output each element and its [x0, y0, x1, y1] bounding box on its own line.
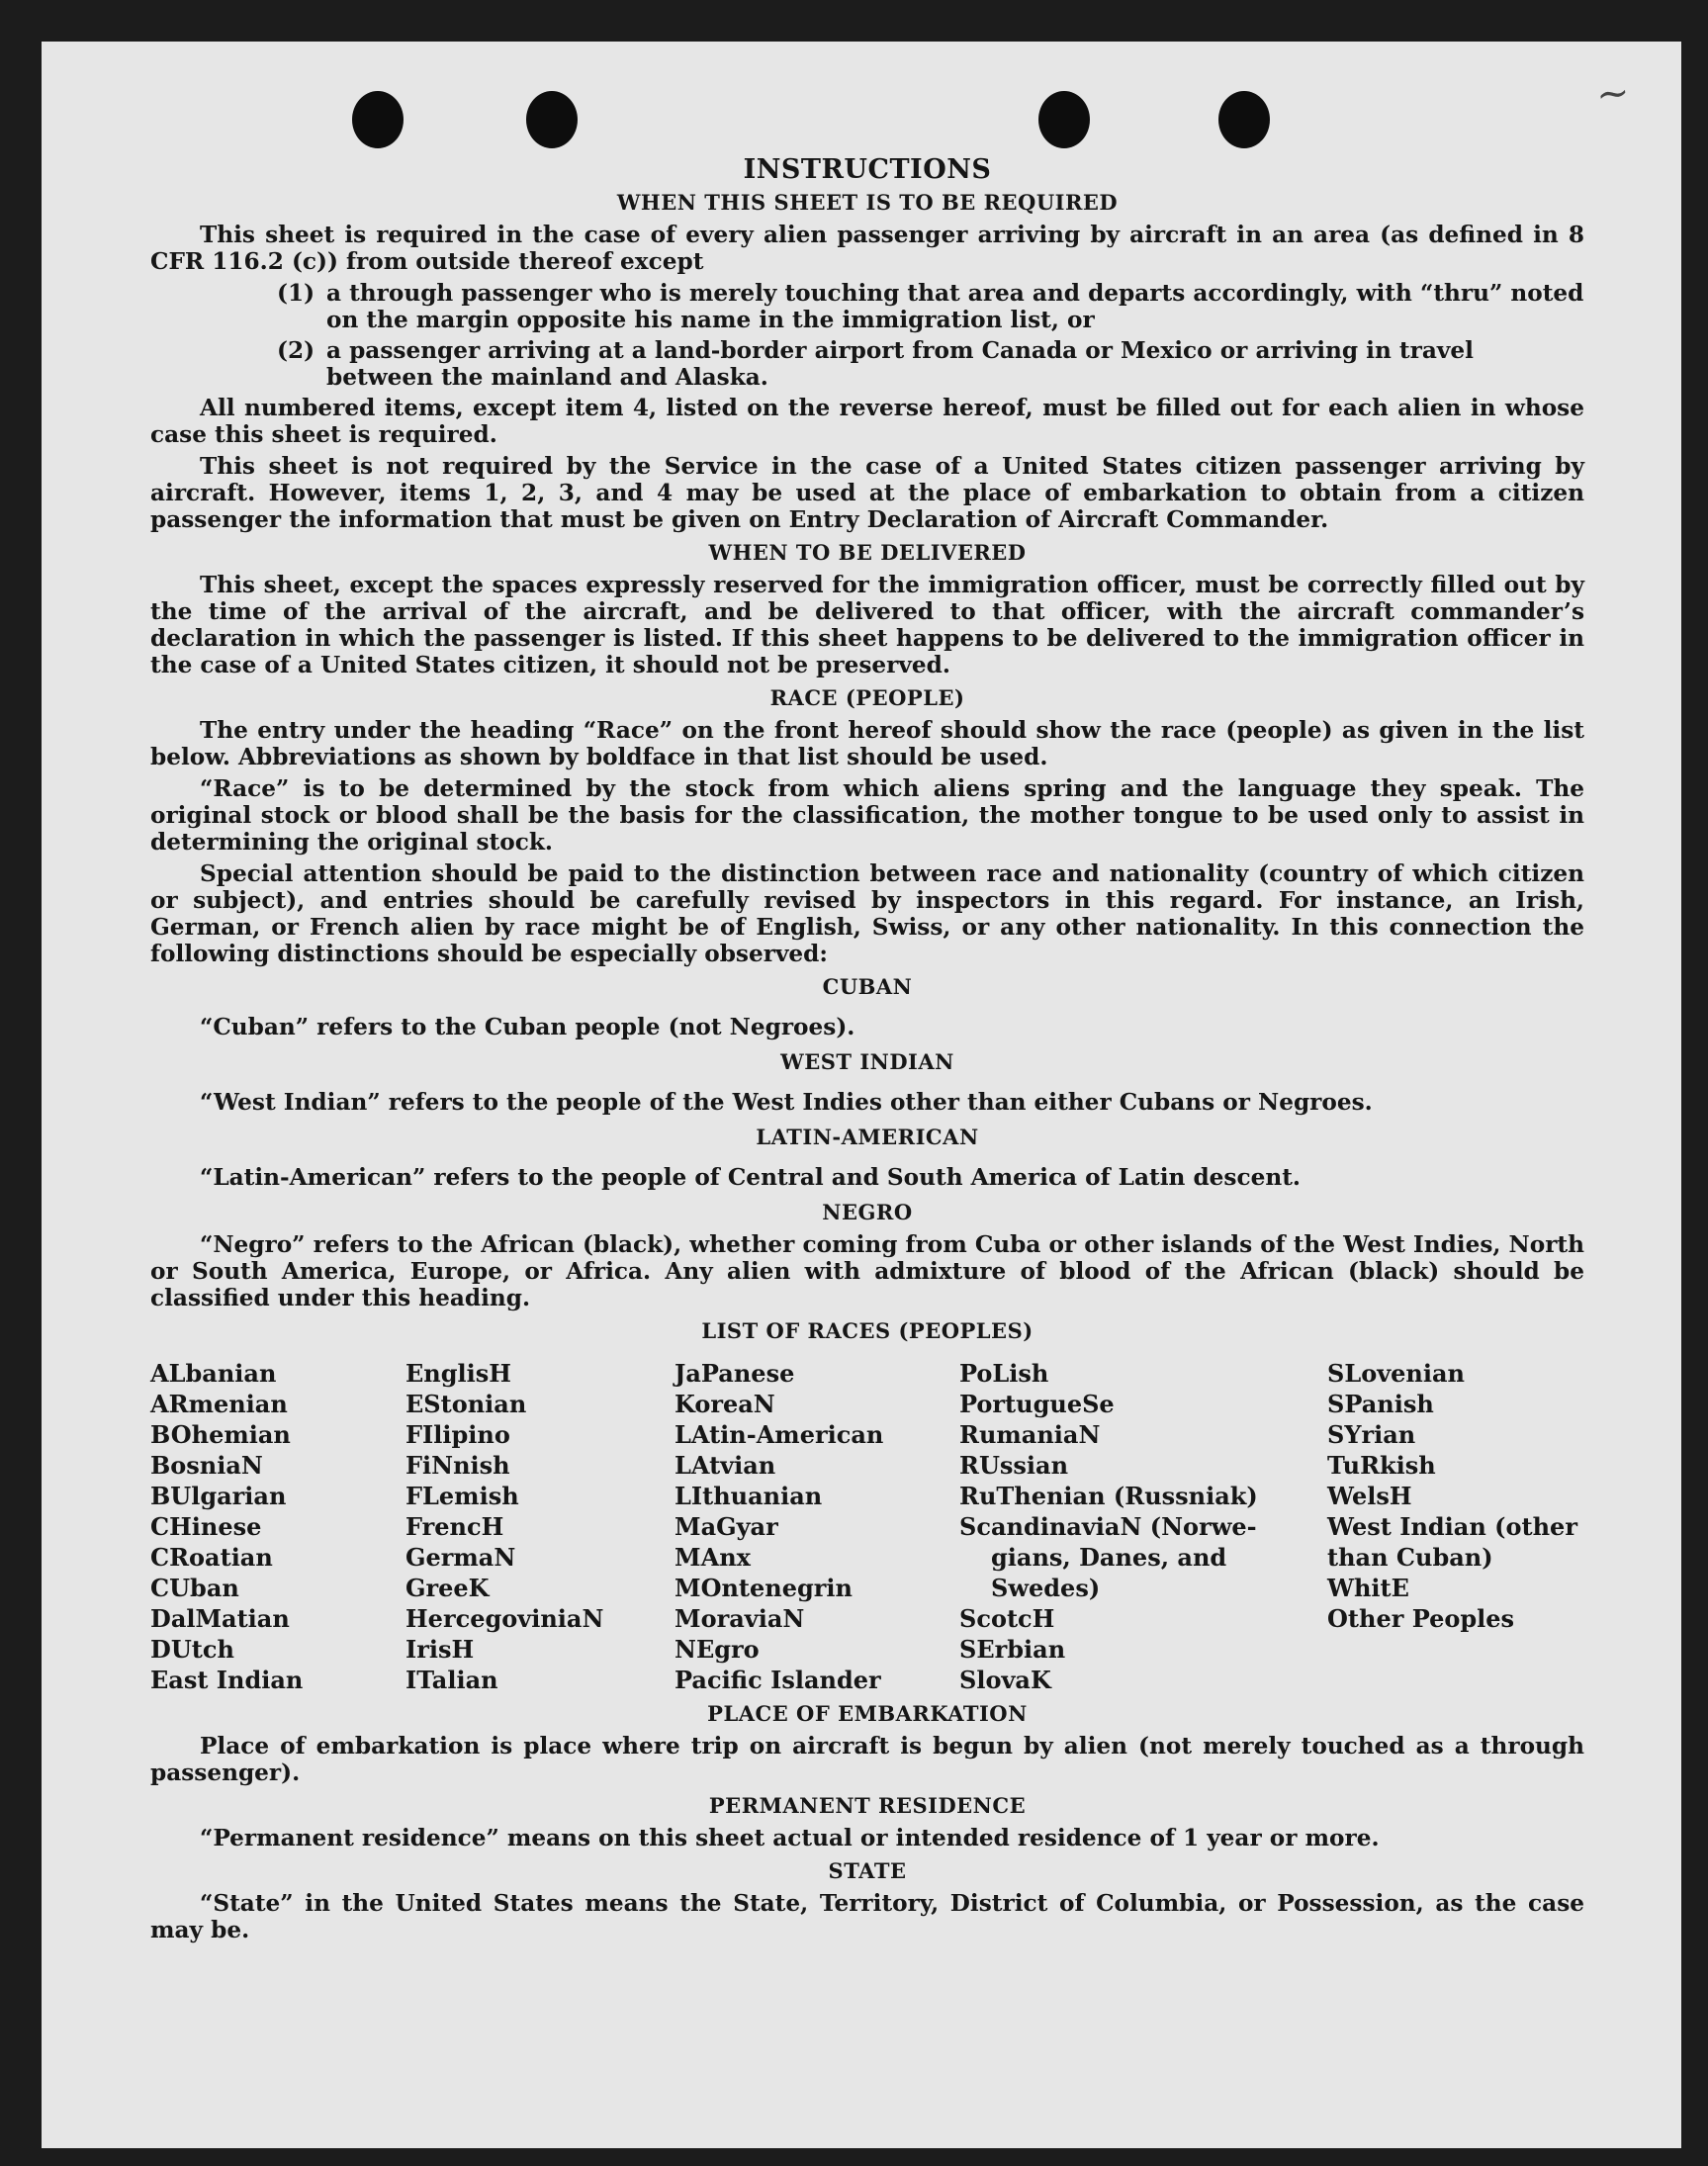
race-entry: East Indian: [150, 1666, 304, 1694]
race-entry: BUlgarian: [150, 1482, 287, 1510]
race-entry: DalMatian: [150, 1604, 290, 1633]
race-entry: MOntenegrin: [674, 1574, 853, 1602]
paragraph-race-stock: “Race” is to be determined by the stock from which aliens spring and the language they speak. The original stock or blood shall be the basis for the classification, the mother tongue to be used only to assist in determining the original stock.: [150, 775, 1584, 856]
paragraph-race-nationality: Special attention should be paid to the distinction between race and nationality (country of which citizen or subject), and entries should be carefully revised by inspectors in this regard. For instance, an Irish, German, or French alien by race might be of English, Swiss, or any other nationality. In this connection the following distinctions should be especially observed:: [150, 860, 1584, 967]
document-page: [42, 42, 1681, 2148]
race-entry: EnglisH: [405, 1359, 511, 1388]
heading-negro: NEGRO: [822, 1200, 913, 1224]
race-entry: LIthuanian: [674, 1482, 823, 1510]
race-entry: MAnx: [674, 1543, 751, 1572]
text-west-indian: “West Indian” refers to the people of the West Indies other than either Cubans or Negroes.: [200, 1089, 1373, 1116]
race-entry: ARmenian: [150, 1390, 288, 1418]
heading-west-indian: WEST INDIAN: [780, 1049, 954, 1074]
race-entry: CRoatian: [150, 1543, 273, 1572]
item-number: (1): [277, 280, 315, 307]
instructions-content: [150, 117, 1584, 1948]
race-entry: WelsH: [1327, 1482, 1412, 1510]
race-entry: SYrian: [1327, 1420, 1416, 1449]
race-entry: ALbanian: [150, 1359, 277, 1388]
race-entry: PoLish: [959, 1359, 1049, 1388]
races-column: [150, 1358, 303, 1695]
race-entry: RuThenian (Russniak): [959, 1482, 1258, 1510]
exception-item: [150, 280, 1584, 333]
race-entry: SErbian: [959, 1635, 1066, 1664]
race-entry: than Cuban): [1327, 1543, 1493, 1572]
race-entry: FrencH: [405, 1512, 504, 1541]
race-entry: SPanish: [1327, 1390, 1434, 1418]
heading-latin-american: LATIN-AMERICAN: [756, 1125, 979, 1149]
race-entry: ITalian: [405, 1666, 498, 1694]
text-embarkation: Place of embarkation is place where trip on aircraft is begun by alien (not merely touched as a through passenger).: [150, 1733, 1584, 1786]
race-entry: DUtch: [150, 1635, 234, 1664]
text-cuban: “Cuban” refers to the Cuban people (not Negroes).: [200, 1014, 855, 1040]
item-text: a through passenger who is merely touching that area and departs accordingly, with “thru” noted on the margin opposite his name in the immigration list, or: [326, 280, 1584, 333]
races-column: [1327, 1358, 1577, 1634]
paragraph-required-intro: This sheet is required in the case of every alien passenger arriving by aircraft in an area (as defined in 8 CFR 116.2 (c)) from outside thereof except: [150, 222, 1584, 275]
race-entry: Swedes): [991, 1574, 1101, 1602]
race-entry: PortugueSe: [959, 1390, 1115, 1418]
race-entry: SLovenian: [1327, 1359, 1465, 1388]
paragraph-citizen: This sheet is not required by the Service in the case of a United States citizen passenger arriving by aircraft. However, items 1, 2, 3, and 4 may be used at the place of embarkation to obtain from a citizen passenger the information that must be given on Entry Declaration of Aircraft Commander.: [150, 453, 1584, 533]
page-title: INSTRUCTIONS: [743, 154, 992, 185]
race-entry: LAtin-American: [674, 1420, 884, 1449]
race-entry: CUban: [150, 1574, 239, 1602]
race-entry: RUssian: [959, 1451, 1069, 1480]
races-list: [150, 1358, 1584, 1694]
race-entry: ScandinaviaN (Norwe-: [959, 1512, 1257, 1541]
race-entry: BosniaN: [150, 1451, 263, 1480]
race-entry: HercegoviniaN: [405, 1604, 604, 1633]
paragraph-delivered: This sheet, except the spaces expressly reserved for the immigration officer, must be correctly filled out by the time of the arrival of the aircraft, and be delivered to that officer, with the aircraft commander’s declaration in which the passenger is listed. If this sheet happens to be delivered to the immigration officer in the case of a United States citizen, it should not be preserved.: [150, 572, 1584, 678]
race-entry: KoreaN: [674, 1390, 775, 1418]
race-entry: FIlipino: [405, 1420, 510, 1449]
race-entry: NEgro: [674, 1635, 760, 1664]
race-entry: FiNnish: [405, 1451, 510, 1480]
heading-state: STATE: [828, 1858, 907, 1883]
race-entry: West Indian (other: [1327, 1512, 1577, 1541]
race-entry: Pacific Islander: [674, 1666, 881, 1694]
race-entry: EStonian: [405, 1390, 527, 1418]
heading-cuban: CUBAN: [822, 974, 913, 999]
paragraph-numbered-items: All numbered items, except item 4, listed on the reverse hereof, must be filled out for each alien in whose case this sheet is required.: [150, 395, 1584, 448]
heading-list-of-races: LIST OF RACES (PEOPLES): [701, 1318, 1034, 1343]
race-entry: BOhemian: [150, 1420, 291, 1449]
race-entry: RumaniaN: [959, 1420, 1101, 1449]
pencil-mark-icon: ~: [1594, 69, 1633, 119]
race-entry: IrisH: [405, 1635, 475, 1664]
heading-when-delivered: WHEN TO BE DELIVERED: [708, 540, 1027, 565]
race-entry: ScotcH: [959, 1604, 1055, 1633]
text-latin-american: “Latin-American” refers to the people of Central and South America of Latin descent.: [200, 1164, 1301, 1191]
races-column: [674, 1358, 883, 1695]
race-entry: FLemish: [405, 1482, 519, 1510]
race-entry: CHinese: [150, 1512, 262, 1541]
races-column: [405, 1358, 603, 1695]
race-entry: WhitE: [1327, 1574, 1409, 1602]
race-entry: LAtvian: [674, 1451, 776, 1480]
race-entry: GreeK: [405, 1574, 490, 1602]
heading-residence: PERMANENT RESIDENCE: [708, 1793, 1027, 1818]
text-state: “State” in the United States means the State, Territory, District of Columbia, or Possession, as the case may be.: [150, 1890, 1584, 1943]
race-entry: Other Peoples: [1327, 1604, 1515, 1633]
race-entry: TuRkish: [1327, 1451, 1436, 1480]
text-residence: “Permanent residence” means on this sheet actual or intended residence of 1 year or more.: [200, 1825, 1380, 1851]
races-column: [959, 1358, 1258, 1695]
text-negro: “Negro” refers to the African (black), whether coming from Cuba or other islands of the West Indies, North or South America, Europe, or Africa. Any alien with admixture of blood of the African (black) should be classified under this heading.: [150, 1231, 1584, 1311]
race-entry: MoraviaN: [674, 1604, 805, 1633]
heading-race: RACE (PEOPLE): [769, 685, 965, 710]
heading-when-required: WHEN THIS SHEET IS TO BE REQUIRED: [616, 190, 1119, 215]
race-entry: MaGyar: [674, 1512, 778, 1541]
exception-item: [150, 337, 1584, 391]
race-entry: SlovaK: [959, 1666, 1051, 1694]
item-text: a passenger arriving at a land-border airport from Canada or Mexico or arriving in travel between the mainland and Alaska.: [326, 337, 1474, 391]
race-entry: GermaN: [405, 1543, 516, 1572]
item-number: (2): [277, 337, 315, 364]
race-entry: JaPanese: [674, 1359, 795, 1388]
race-entry: gians, Danes, and: [991, 1543, 1227, 1572]
paragraph-race-entry: The entry under the heading “Race” on the front hereof should show the race (people) as given in the list below. Abbreviations as shown by boldface in that list should be used.: [150, 717, 1584, 770]
heading-embarkation: PLACE OF EMBARKATION: [707, 1701, 1028, 1726]
